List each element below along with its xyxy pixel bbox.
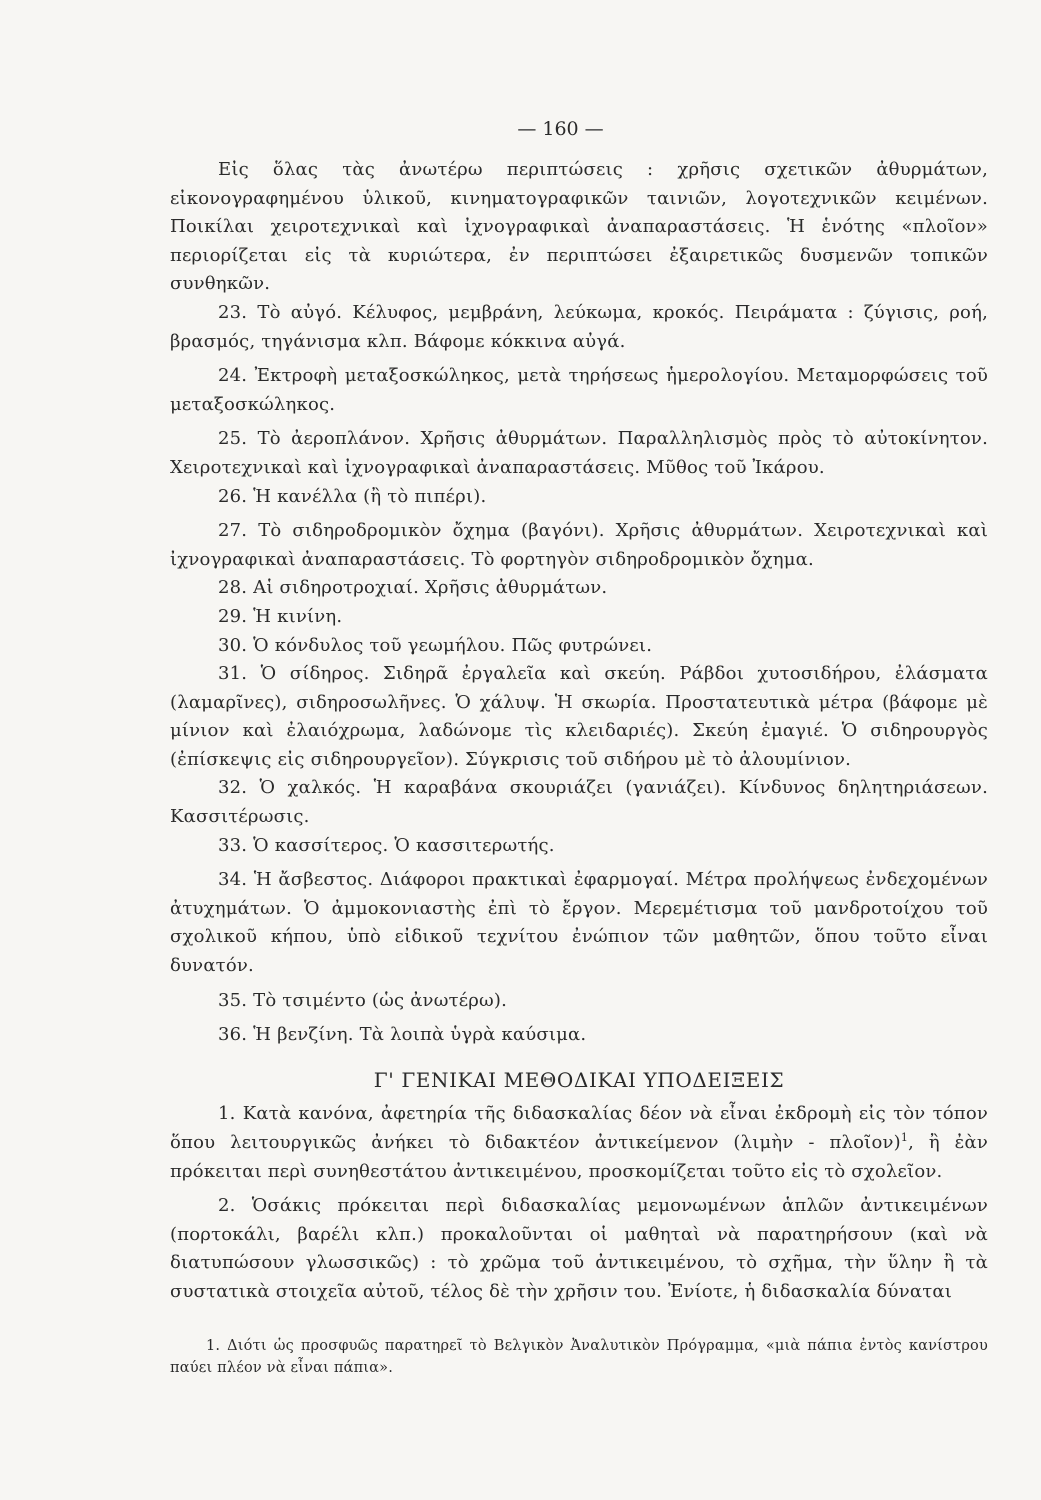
item-27: 27. Τὸ σιδηροδρομικὸν ὄχημα (βαγόνι). Χρῆσις ἀθυρμάτων. Χειροτεχνικαὶ καὶ ἰχνογραφικαὶ ἀναπαραστάσεις. Τὸ φορτηγὸν σιδηροδρομικὸν ὄχημα. [170, 520, 988, 570]
item-23: 23. Τὸ αὐγό. Κέλυφος, μεμβράνη, λεύκωμα, κροκός. Πειράματα : ζύγισις, ροή, βρασμός, τηγάνισμα κλπ. Βάφομε κόκκινα αὐγά. [170, 301, 988, 352]
paragraph-1-text-end: , ἢ ἐὰν πρόκειται περὶ συνηθεστάτου ἀντικειμένου, προσκομίζεται τοῦτο εἰς τὸ σχολεῖον. [170, 1132, 989, 1182]
paragraph-1-text: 1. Κατὰ κανόνα, ἀφετηρία τῆς διδασκαλίας δέον νὰ εἶναι ἐκδρομὴ εἰς τὸν τόπον ὅπου λειτουργικῶς ἀνήκει τὸ διδακτέον ἀντικείμενον (λιμὴν - πλοῖον) [170, 1103, 988, 1153]
item-25: 25. Τὸ ἀεροπλάνον. Χρῆσις ἀθυρμάτων. Παραλληλισμὸς πρὸς τὸ αὐτοκίνητον. Χειροτεχνικαὶ καὶ ἰχνογραφικαὶ ἀναπαραστάσεις. Μῦθος τοῦ Ἰκάρου. [170, 428, 988, 478]
page-number: — 160 — [517, 118, 604, 140]
item-33: 33. Ὁ κασσίτερος. Ὁ κασσιτερωτής. [218, 834, 555, 856]
paragraph-2: 2. Ὁσάκις πρόκειται περὶ διδασκαλίας μεμονωμένων ἁπλῶν ἀντικειμένων (πορτοκάλι, βαρέλι κλπ.) προκαλοῦνται οἱ μαθηταὶ νὰ παρατηρήσουν (καὶ νὰ διατυπώσουν γλωσσικῶς) : τὸ χρῶμα τοῦ ἀντικειμένου, τὸ σχῆμα, τὴν ὕλην ἢ τὰ συστατικὰ στοιχεῖα αὐτοῦ, τέλος δὲ τὴν χρῆσιν του. Ἐνίοτε, ἡ διδασκαλία δύναται [170, 1195, 988, 1302]
item-24: 24. Ἐκτροφὴ μεταξοσκώληκος, μετὰ τηρήσεως ἡμερολογίου. Μεταμορφώσεις τοῦ μεταξοσκώληκος. [170, 365, 988, 415]
item-28: 28. Αἱ σιδηροτροχιαί. Χρῆσις ἀθυρμάτων. [218, 577, 608, 599]
intro-paragraph: Εἰς ὅλας τὰς ἀνωτέρω περιπτώσεις : χρῆσις σχετικῶν ἀθυρμάτων, εἰκονογραφημένου ὑλικοῦ, κινηματογραφικῶν ταινιῶν, λογοτεχνικῶν κειμένων. Ποικίλαι χειροτεχνικαὶ καὶ ἰχνογραφικαὶ ἀναπαραστάσεις. Ἡ ἑνότης «πλοῖον» περιορίζεται εἰς τὰ κυριώτερα, ἐν περιπτώσει ἐξαιρετικῶς δυσμενῶν τοπικῶν συνθηκῶν. [170, 159, 988, 295]
item-35: 35. Τὸ τσιμέντο (ὡς ἀνωτέρω). [218, 989, 508, 1011]
footnote-text: 1. Διότι ὡς προσφυῶς παρατηρεῖ τὸ Βελγικὸν Ἀναλυτικὸν Πρόγραμμα, «μιὰ πάπια ἐντὸς κανίστρου παύει πλέον νὰ εἶναι πάπια». [170, 1337, 988, 1376]
section-title: Γ' ΓΕΝΙΚΑΙ ΜΕΘΟΔΙΚΑΙ ΥΠΟΔΕΙΞΕΙΣ [373, 1067, 785, 1092]
item-36: 36. Ἡ βενζίνη. Τὰ λοιπὰ ὑγρὰ καύσιμα. [218, 1024, 587, 1046]
item-26: 26. Ἡ κανέλλα (ἢ τὸ πιπέρι). [218, 485, 487, 507]
item-29: 29. Ἡ κινίνη. [218, 605, 343, 627]
item-30: 30. Ὁ κόνδυλος τοῦ γεωμήλου. Πῶς φυτρώνει. [218, 634, 653, 656]
footnote [170, 1335, 988, 1379]
item-31: 31. Ὁ σίδηρος. Σιδηρᾶ ἐργαλεῖα καὶ σκεύη. Ράβδοι χυτοσιδήρου, ἐλάσματα (λαμαρῖνες), σιδηροσωλῆνες. Ὁ χάλυψ. Ἡ σκωρία. Προστατευτικὰ μέτρα (βάφομε μὲ μίνιον καὶ ἐλαιόχρωμα, λαδώνομε τὶς κλειδαριές). Σκεύη ἐμαγιέ. Ὁ σιδηρουργὸς (ἐπίσκεψις εἰς σιδηρουργεῖον). Σύγκρισις τοῦ σιδήρου μὲ τὸ ἀλουμίνιον. [170, 663, 988, 770]
footnote-marker: 1 [900, 1131, 909, 1144]
item-34: 34. Ἡ ἄσβεστος. Διάφοροι πρακτικαὶ ἐφαρμογαί. Μέτρα προλήψεως ἐνδεχομένων ἀτυχημάτων. Ὁ ἀμμοκονιαστὴς ἐπὶ τὸ ἔργον. Μερεμέτισμα τοῦ μανδροτοίχου τοῦ σχολικοῦ κήπου, ὑπὸ εἰδικοῦ τεχνίτου ἐνώπιον τῶν μαθητῶν, ὅπου τοῦτο εἶναι δυνατόν. [170, 869, 988, 977]
page-body [170, 118, 988, 1379]
paragraph-1 [170, 1100, 988, 1186]
item-32: 32. Ὁ χαλκός. Ἡ καραβάνα σκουριάζει (γανιάζει). Κίνδυνος δηλητηριάσεων. Κασσιτέρωσις. [170, 777, 988, 828]
